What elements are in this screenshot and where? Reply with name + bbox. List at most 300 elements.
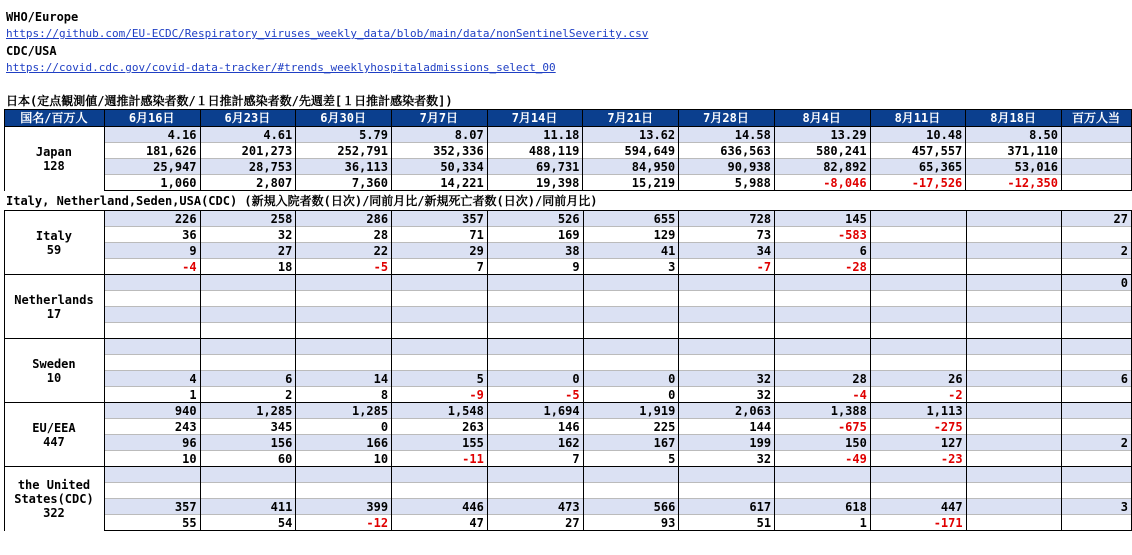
table-cell: 252,791	[296, 143, 392, 159]
table-cell	[200, 323, 296, 339]
table-cell: 84,950	[583, 159, 679, 175]
table-cell	[966, 403, 1062, 419]
country-label-line: 447	[43, 434, 65, 449]
table-cell: -8,046	[774, 175, 870, 191]
table-cell: 27	[1062, 211, 1132, 227]
table-row	[5, 143, 1132, 159]
table-cell: 1	[775, 515, 871, 531]
table-cell: 28,753	[200, 159, 296, 175]
table-cell: 32	[679, 387, 775, 403]
table-cell	[966, 387, 1062, 403]
table-cell	[1062, 339, 1132, 355]
table-cell	[487, 467, 583, 483]
table-cell: 19,398	[487, 175, 583, 191]
country-label-line: 17	[46, 306, 62, 321]
table-cell	[1062, 323, 1132, 339]
table-cell: 53,016	[966, 159, 1062, 175]
table-cell: 10	[104, 451, 200, 467]
table-cell: 155	[392, 435, 488, 451]
table-cell: 10	[296, 451, 392, 467]
table-cell: 1,388	[775, 403, 871, 419]
table-row	[5, 419, 1132, 435]
table-cell	[1062, 227, 1132, 243]
table-row	[5, 307, 1132, 323]
table-cell	[200, 467, 296, 483]
country-label	[5, 211, 105, 275]
table-cell: 6	[775, 243, 871, 259]
table-cell	[966, 499, 1062, 515]
table-cell: 10.48	[870, 127, 966, 143]
table-cell	[1062, 467, 1132, 483]
header-cell: 国名/百万人	[5, 110, 105, 127]
table-cell: 9	[487, 259, 583, 275]
table-cell: 3	[1062, 499, 1132, 515]
table-cell	[104, 307, 200, 323]
table-cell: 1,060	[104, 175, 200, 191]
table-cell: -11	[392, 451, 488, 467]
table-cell: 47	[392, 515, 488, 531]
table-cell: 2	[200, 387, 296, 403]
table-row	[5, 499, 1132, 515]
table-cell	[1062, 419, 1132, 435]
header-cell: 7月28日	[679, 110, 775, 127]
country-label-line: Sweden	[32, 356, 76, 371]
table-cell	[583, 355, 679, 371]
country-label-line: 59	[46, 242, 62, 257]
country-label-line: 128	[43, 158, 65, 173]
table-cell: 14,221	[391, 175, 487, 191]
table-cell	[966, 515, 1062, 531]
country-label	[5, 467, 105, 531]
table-cell	[200, 355, 296, 371]
table-cell: 457,557	[870, 143, 966, 159]
table-row	[5, 515, 1132, 531]
table-cell	[200, 291, 296, 307]
table-cell: 8.50	[966, 127, 1062, 143]
table-cell: 13.29	[774, 127, 870, 143]
table-cell: 6	[1062, 371, 1132, 387]
table-cell: 5,988	[679, 175, 775, 191]
table-cell	[870, 467, 966, 483]
table-cell: 71	[392, 227, 488, 243]
table-cell: 150	[775, 435, 871, 451]
table-cell: 32	[679, 371, 775, 387]
table-cell	[200, 483, 296, 499]
table-cell: 3	[583, 259, 679, 275]
table-cell	[104, 483, 200, 499]
table-cell: -5	[296, 259, 392, 275]
table-cell: -23	[870, 451, 966, 467]
table-cell	[870, 275, 966, 291]
table-cell	[487, 275, 583, 291]
table-cell	[966, 355, 1062, 371]
table-cell: -171	[870, 515, 966, 531]
table-cell: 617	[679, 499, 775, 515]
table-cell: -17,526	[870, 175, 966, 191]
table-cell: 156	[200, 435, 296, 451]
table-cell: 258	[200, 211, 296, 227]
table-row	[5, 355, 1132, 371]
table-row	[5, 323, 1132, 339]
table-cell	[1062, 175, 1132, 191]
table-cell: 0	[583, 371, 679, 387]
header-cell: 7月7日	[391, 110, 487, 127]
table-cell	[679, 291, 775, 307]
table-cell: 1	[104, 387, 200, 403]
table-cell	[487, 291, 583, 307]
table-cell: 447	[870, 499, 966, 515]
table-cell	[104, 339, 200, 355]
table-cell: 144	[679, 419, 775, 435]
table-cell	[966, 451, 1062, 467]
table-cell	[966, 435, 1062, 451]
table-row	[5, 339, 1132, 355]
table-cell: 263	[392, 419, 488, 435]
table-cell: 580,241	[774, 143, 870, 159]
table-cell: 4.61	[200, 127, 296, 143]
table-cell: -583	[775, 227, 871, 243]
table-cell: 345	[200, 419, 296, 435]
table-row	[5, 275, 1132, 291]
table-cell	[296, 467, 392, 483]
table-cell	[1062, 159, 1132, 175]
table-cell: 7	[487, 451, 583, 467]
table-row	[5, 371, 1132, 387]
header-cell: 6月30日	[296, 110, 392, 127]
header-cell: 6月16日	[104, 110, 200, 127]
table-cell: 2	[1062, 435, 1132, 451]
others-section-title: Italy, Netherland,Seden,USA(CDC) (新規入院者数(日次)/同前月比/新規死亡者数(日次)/同前月比)	[6, 194, 598, 208]
table-cell	[104, 291, 200, 307]
table-row	[5, 227, 1132, 243]
table-cell: 55	[104, 515, 200, 531]
table-cell: 28	[296, 227, 392, 243]
table-cell: 181,626	[104, 143, 200, 159]
table-cell: 352,336	[391, 143, 487, 159]
table-cell: -2	[870, 387, 966, 403]
table-cell	[200, 275, 296, 291]
table-row	[5, 175, 1132, 191]
table-cell: 18	[200, 259, 296, 275]
table-cell: 82,892	[774, 159, 870, 175]
table-cell	[775, 291, 871, 307]
table-cell	[775, 323, 871, 339]
table-cell: 1,113	[870, 403, 966, 419]
table-cell: 11.18	[487, 127, 583, 143]
table-cell: 7	[392, 259, 488, 275]
table-cell: -675	[775, 419, 871, 435]
table-cell: 22	[296, 243, 392, 259]
table-cell: 8	[296, 387, 392, 403]
table-cell: 618	[775, 499, 871, 515]
table-cell: 32	[200, 227, 296, 243]
table-cell: 51	[679, 515, 775, 531]
table-cell	[966, 323, 1062, 339]
table-cell	[870, 339, 966, 355]
table-cell	[583, 339, 679, 355]
country-label-line: Netherlands	[14, 292, 94, 307]
table-cell: 286	[296, 211, 392, 227]
table-cell: 25,947	[104, 159, 200, 175]
country-label	[5, 275, 105, 339]
table-cell	[966, 291, 1062, 307]
table-cell: 473	[487, 499, 583, 515]
table-cell: 371,110	[966, 143, 1062, 159]
table-row	[5, 451, 1132, 467]
header-cell: 7月14日	[487, 110, 583, 127]
table-cell: 1,694	[487, 403, 583, 419]
table-cell	[104, 355, 200, 371]
cdc-usa-label: CDC/USA	[6, 44, 57, 58]
table-cell: 0	[296, 419, 392, 435]
table-cell	[583, 275, 679, 291]
country-label-line: Italy	[35, 228, 73, 243]
table-row	[5, 467, 1132, 483]
table-cell: 4	[104, 371, 200, 387]
table-cell: 127	[870, 435, 966, 451]
table-cell	[392, 275, 488, 291]
country-label-line: EU/EEA	[32, 420, 76, 435]
table-cell: 0	[583, 387, 679, 403]
table-cell: 13.62	[583, 127, 679, 143]
table-cell	[775, 339, 871, 355]
table-row	[5, 243, 1132, 259]
table-cell: 225	[583, 419, 679, 435]
table-cell	[392, 483, 488, 499]
table-cell: 29	[392, 243, 488, 259]
table-cell: 36,113	[296, 159, 392, 175]
header-cell: 8月11日	[870, 110, 966, 127]
table-cell: 728	[679, 211, 775, 227]
table-cell	[870, 227, 966, 243]
table-cell: -5	[487, 387, 583, 403]
table-cell	[679, 323, 775, 339]
table-row	[5, 211, 1132, 227]
table-cell: 93	[583, 515, 679, 531]
table-cell: 201,273	[200, 143, 296, 159]
table-cell: 145	[775, 211, 871, 227]
table-cell	[1062, 355, 1132, 371]
table-cell	[1062, 291, 1132, 307]
table-cell	[487, 307, 583, 323]
table-cell	[966, 275, 1062, 291]
table-cell	[870, 259, 966, 275]
table-cell	[870, 355, 966, 371]
table-cell: 226	[104, 211, 200, 227]
table-cell	[392, 291, 488, 307]
table-cell: -4	[775, 387, 871, 403]
table-cell	[583, 323, 679, 339]
table-cell: 1,919	[583, 403, 679, 419]
table-cell: 411	[200, 499, 296, 515]
country-label-line: 322	[43, 505, 65, 520]
table-cell: 36	[104, 227, 200, 243]
header-cell: 7月21日	[583, 110, 679, 127]
table-cell	[487, 323, 583, 339]
table-cell: 4.16	[104, 127, 200, 143]
table-cell	[296, 339, 392, 355]
table-row	[5, 259, 1132, 275]
table-cell	[775, 355, 871, 371]
table-cell: 1,548	[392, 403, 488, 419]
table-cell	[775, 467, 871, 483]
country-label-line: Japan	[35, 144, 72, 159]
table-cell	[870, 323, 966, 339]
table-cell	[487, 339, 583, 355]
table-cell	[104, 467, 200, 483]
table-cell: 594,649	[583, 143, 679, 159]
table-row	[5, 159, 1132, 175]
table-cell: -49	[775, 451, 871, 467]
table-cell	[392, 323, 488, 339]
table-cell: 2,063	[679, 403, 775, 419]
header-cell: 8月4日	[774, 110, 870, 127]
table-cell: 5	[392, 371, 488, 387]
table-cell	[1062, 127, 1132, 143]
table-cell: -28	[775, 259, 871, 275]
table-cell	[392, 355, 488, 371]
table-row	[5, 483, 1132, 499]
table-cell	[870, 243, 966, 259]
table-cell: 8.07	[391, 127, 487, 143]
table-cell: 54	[200, 515, 296, 531]
table-cell	[392, 339, 488, 355]
table-cell	[966, 307, 1062, 323]
countries-table	[4, 210, 1132, 531]
table-cell: 5	[583, 451, 679, 467]
table-cell	[487, 355, 583, 371]
table-row	[5, 291, 1132, 307]
table-cell	[679, 339, 775, 355]
table-cell	[296, 307, 392, 323]
table-row	[5, 127, 1132, 143]
table-cell	[775, 307, 871, 323]
table-cell	[392, 307, 488, 323]
table-cell: 14.58	[679, 127, 775, 143]
table-cell	[296, 291, 392, 307]
table-cell: 27	[200, 243, 296, 259]
table-cell: 399	[296, 499, 392, 515]
country-label-line: the United	[17, 477, 91, 492]
table-cell: 446	[392, 499, 488, 515]
table-cell: 73	[679, 227, 775, 243]
country-label-line: States(CDC)	[14, 491, 94, 506]
table-cell	[966, 227, 1062, 243]
japan-table	[4, 109, 1132, 191]
table-cell	[679, 275, 775, 291]
table-cell	[679, 483, 775, 499]
table-cell: 34	[679, 243, 775, 259]
table-cell	[583, 483, 679, 499]
table-cell	[775, 483, 871, 499]
country-label	[5, 403, 105, 467]
table-cell: 566	[583, 499, 679, 515]
country-label	[5, 127, 105, 191]
table-cell	[583, 291, 679, 307]
table-cell: 166	[296, 435, 392, 451]
table-cell	[104, 275, 200, 291]
header-cell: 6月23日	[200, 110, 296, 127]
table-cell	[966, 339, 1062, 355]
table-cell: -275	[870, 419, 966, 435]
table-cell: 65,365	[870, 159, 966, 175]
table-cell: 9	[104, 243, 200, 259]
table-cell: 32	[679, 451, 775, 467]
table-row	[5, 387, 1132, 403]
table-cell: 146	[487, 419, 583, 435]
table-row	[5, 403, 1132, 419]
table-cell: 636,563	[679, 143, 775, 159]
table-cell	[200, 307, 296, 323]
table-cell	[966, 211, 1062, 227]
table-cell	[966, 467, 1062, 483]
table-cell: 162	[487, 435, 583, 451]
table-cell	[200, 339, 296, 355]
table-cell: 199	[679, 435, 775, 451]
cdc-usa-link[interactable]: https://covid.cdc.gov/covid-data-tracker/#trends_weeklyhospitaladmissions_select_00	[6, 61, 556, 74]
table-cell	[679, 467, 775, 483]
table-cell: 41	[583, 243, 679, 259]
table-cell	[1062, 307, 1132, 323]
table-cell	[966, 259, 1062, 275]
table-cell: 1,285	[296, 403, 392, 419]
table-cell	[1062, 143, 1132, 159]
table-cell	[392, 467, 488, 483]
table-cell: 940	[104, 403, 200, 419]
table-cell	[1062, 387, 1132, 403]
table-cell	[870, 307, 966, 323]
table-cell	[1062, 259, 1132, 275]
table-cell: 0	[1062, 275, 1132, 291]
table-cell	[870, 211, 966, 227]
table-cell: 167	[583, 435, 679, 451]
who-europe-label: WHO/Europe	[6, 10, 79, 24]
table-cell: 169	[487, 227, 583, 243]
header-row	[5, 110, 1132, 127]
table-cell	[583, 307, 679, 323]
table-cell	[296, 355, 392, 371]
table-cell: -4	[104, 259, 200, 275]
table-cell	[870, 483, 966, 499]
table-cell: 488,119	[487, 143, 583, 159]
japan-section-title: 日本(定点観測値/週推計感染者数/１日推計感染者数/先週差[１日推計感染者数])	[6, 94, 453, 108]
table-cell: -7	[679, 259, 775, 275]
table-cell: 5.79	[296, 127, 392, 143]
table-cell: 655	[583, 211, 679, 227]
table-cell	[296, 323, 392, 339]
table-cell: 6	[200, 371, 296, 387]
table-cell: 129	[583, 227, 679, 243]
table-cell: 38	[487, 243, 583, 259]
table-cell: 2	[1062, 243, 1132, 259]
table-cell	[104, 323, 200, 339]
table-cell: 27	[487, 515, 583, 531]
table-cell: 60	[200, 451, 296, 467]
table-cell	[487, 483, 583, 499]
table-cell: 2,807	[200, 175, 296, 191]
table-cell	[296, 275, 392, 291]
table-cell: 357	[392, 211, 488, 227]
table-cell: 90,938	[679, 159, 775, 175]
table-cell	[679, 355, 775, 371]
who-europe-link[interactable]: https://github.com/EU-ECDC/Respiratory_viruses_weekly_data/blob/main/data/nonSentinelSeverity.csv	[6, 27, 649, 40]
table-cell	[1062, 451, 1132, 467]
table-cell: 14	[296, 371, 392, 387]
table-cell: 26	[870, 371, 966, 387]
table-cell: 96	[104, 435, 200, 451]
country-label	[5, 339, 105, 403]
table-cell: 243	[104, 419, 200, 435]
